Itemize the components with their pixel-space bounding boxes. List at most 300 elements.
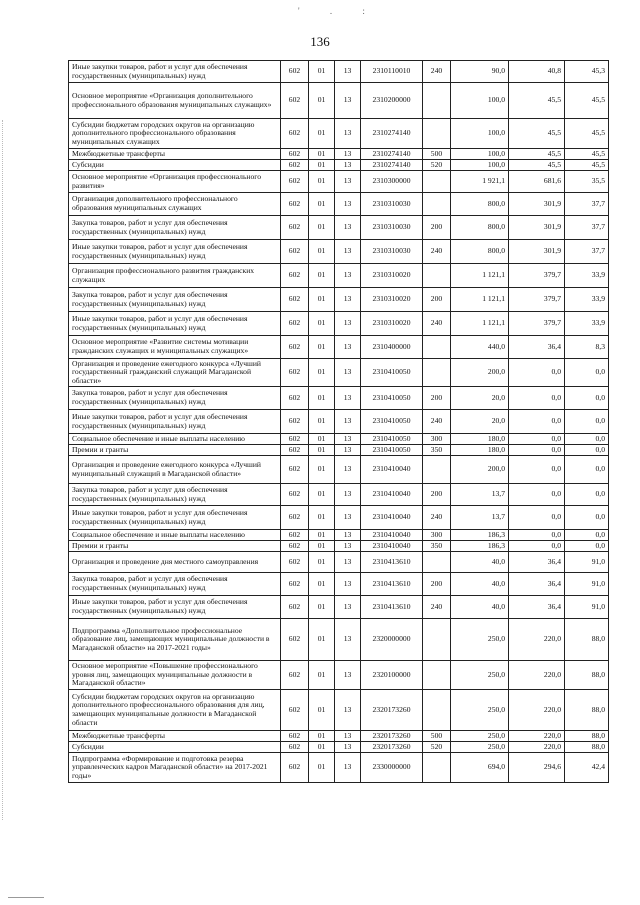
table-row (69, 387, 609, 410)
grbs-code: 602 (281, 506, 309, 530)
grbs-code: 602 (281, 264, 309, 288)
row-name: Межбюджетные трансферты (69, 149, 281, 160)
actual-amount: 0,0 (509, 359, 565, 387)
grbs-code: 602 (281, 149, 309, 160)
row-name: Подпрограмма «Дополнительное профессиональное образование лиц, замещающих муниципальные должности в Магаданской области» на 2017-2021 годы» (69, 619, 281, 661)
grbs-code: 602 (281, 530, 309, 541)
section-code: 01 (309, 240, 335, 264)
execution-percent: 88,0 (565, 742, 609, 753)
grbs-code: 602 (281, 484, 309, 506)
row-name: Организация и проведение дня местного самоуправления (69, 552, 281, 573)
actual-amount: 45,5 (509, 83, 565, 119)
subsection-code: 13 (335, 530, 361, 541)
plan-amount: 200,0 (451, 456, 509, 484)
expense-type-code: 240 (423, 61, 451, 83)
expense-type-code: 200 (423, 484, 451, 506)
section-code: 01 (309, 552, 335, 573)
section-code: 01 (309, 731, 335, 742)
plan-amount: 250,0 (451, 619, 509, 661)
expense-type-code (423, 753, 451, 783)
target-article-code: 2310200000 (361, 83, 423, 119)
subsection-code: 13 (335, 264, 361, 288)
actual-amount: 36,4 (509, 596, 565, 619)
target-article-code: 2320173260 (361, 731, 423, 742)
target-article-code: 2310274140 (361, 160, 423, 171)
actual-amount: 45,5 (509, 119, 565, 149)
row-name: Иные закупки товаров, работ и услуг для обеспечения государственных (муниципальных) нужд (69, 506, 281, 530)
plan-amount: 20,0 (451, 410, 509, 434)
table-row (69, 336, 609, 359)
plan-amount: 40,0 (451, 596, 509, 619)
table-row (69, 661, 609, 690)
target-article-code: 2310410050 (361, 359, 423, 387)
target-article-code: 2310310020 (361, 288, 423, 312)
actual-amount: 45,5 (509, 149, 565, 160)
row-name: Межбюджетные трансферты (69, 731, 281, 742)
expense-type-code: 200 (423, 573, 451, 596)
expense-type-code: 240 (423, 240, 451, 264)
subsection-code: 13 (335, 336, 361, 359)
expense-type-code (423, 456, 451, 484)
execution-percent: 33,9 (565, 288, 609, 312)
expense-type-code: 500 (423, 149, 451, 160)
row-name: Премии и гранты (69, 445, 281, 456)
target-article-code: 2310413610 (361, 552, 423, 573)
row-name: Закупка товаров, работ и услуг для обеспечения государственных (муниципальных) нужд (69, 387, 281, 410)
execution-percent: 45,3 (565, 61, 609, 83)
section-code: 01 (309, 216, 335, 240)
section-code: 01 (309, 387, 335, 410)
section-code: 01 (309, 456, 335, 484)
expense-type-code (423, 690, 451, 731)
expense-type-code: 520 (423, 160, 451, 171)
execution-percent: 0,0 (565, 410, 609, 434)
target-article-code: 2310410050 (361, 410, 423, 434)
actual-amount: 301,9 (509, 193, 565, 216)
actual-amount: 220,0 (509, 619, 565, 661)
expense-type-code: 200 (423, 387, 451, 410)
table-row (69, 690, 609, 731)
target-article-code: 2310413610 (361, 596, 423, 619)
grbs-code: 602 (281, 445, 309, 456)
actual-amount: 379,7 (509, 288, 565, 312)
section-code: 01 (309, 690, 335, 731)
grbs-code: 602 (281, 552, 309, 573)
subsection-code: 13 (335, 573, 361, 596)
expense-type-code (423, 119, 451, 149)
execution-percent: 91,0 (565, 573, 609, 596)
actual-amount: 45,5 (509, 160, 565, 171)
expense-type-code: 500 (423, 731, 451, 742)
row-name: Субсидии бюджетам городских округов на организацию дополнительного профессионального образования муниципальных служащих (69, 119, 281, 149)
execution-percent: 0,0 (565, 456, 609, 484)
plan-amount: 13,7 (451, 506, 509, 530)
expense-type-code: 240 (423, 596, 451, 619)
section-code: 01 (309, 83, 335, 119)
table-row (69, 410, 609, 434)
section-code: 01 (309, 434, 335, 445)
subsection-code: 13 (335, 160, 361, 171)
table-row (69, 541, 609, 552)
actual-amount: 220,0 (509, 661, 565, 690)
plan-amount: 1 121,1 (451, 312, 509, 336)
subsection-code: 13 (335, 149, 361, 160)
grbs-code: 602 (281, 61, 309, 83)
actual-amount: 36,4 (509, 336, 565, 359)
grbs-code: 602 (281, 410, 309, 434)
grbs-code: 602 (281, 661, 309, 690)
row-name: Иные закупки товаров, работ и услуг для обеспечения государственных (муниципальных) нужд (69, 240, 281, 264)
section-code: 01 (309, 661, 335, 690)
actual-amount: 294,6 (509, 753, 565, 783)
actual-amount: 220,0 (509, 690, 565, 731)
target-article-code: 2310400000 (361, 336, 423, 359)
actual-amount: 0,0 (509, 484, 565, 506)
plan-amount: 250,0 (451, 661, 509, 690)
execution-percent: 0,0 (565, 484, 609, 506)
plan-amount: 250,0 (451, 690, 509, 731)
target-article-code: 2320000000 (361, 619, 423, 661)
grbs-code: 602 (281, 434, 309, 445)
execution-percent: 37,7 (565, 216, 609, 240)
expense-type-code (423, 171, 451, 193)
row-name: Основное мероприятие «Повышение профессионального уровня лиц, замещающих муниципальные должности в Магаданской области» (69, 661, 281, 690)
row-name: Социальное обеспечение и иные выплаты населению (69, 530, 281, 541)
grbs-code: 602 (281, 193, 309, 216)
grbs-code: 602 (281, 541, 309, 552)
target-article-code: 2310310030 (361, 193, 423, 216)
row-name: Иные закупки товаров, работ и услуг для обеспечения государственных (муниципальных) нужд (69, 410, 281, 434)
execution-percent: 33,9 (565, 312, 609, 336)
footer-line (8, 897, 44, 898)
expense-type-code: 240 (423, 312, 451, 336)
row-name: Иные закупки товаров, работ и услуг для обеспечения государственных (муниципальных) нужд (69, 312, 281, 336)
table-row (69, 359, 609, 387)
table-row (69, 619, 609, 661)
plan-amount: 90,0 (451, 61, 509, 83)
table-body (69, 61, 609, 783)
plan-amount: 100,0 (451, 160, 509, 171)
table-row (69, 216, 609, 240)
section-code: 01 (309, 193, 335, 216)
expense-type-code (423, 336, 451, 359)
row-name: Иные закупки товаров, работ и услуг для обеспечения государственных (муниципальных) нужд (69, 61, 281, 83)
section-code: 01 (309, 264, 335, 288)
subsection-code: 13 (335, 690, 361, 731)
plan-amount: 694,0 (451, 753, 509, 783)
subsection-code: 13 (335, 552, 361, 573)
actual-amount: 681,6 (509, 171, 565, 193)
scan-marks: ' . : (298, 6, 379, 16)
table-row (69, 506, 609, 530)
subsection-code: 13 (335, 83, 361, 119)
grbs-code: 602 (281, 240, 309, 264)
grbs-code: 602 (281, 83, 309, 119)
table-row (69, 160, 609, 171)
execution-percent: 37,7 (565, 193, 609, 216)
table-row (69, 149, 609, 160)
expense-type-code (423, 619, 451, 661)
execution-percent: 45,5 (565, 83, 609, 119)
section-code: 01 (309, 753, 335, 783)
expense-type-code (423, 661, 451, 690)
grbs-code: 602 (281, 731, 309, 742)
row-name: Закупка товаров, работ и услуг для обеспечения государственных (муниципальных) нужд (69, 216, 281, 240)
section-code: 01 (309, 484, 335, 506)
target-article-code: 2310410050 (361, 387, 423, 410)
grbs-code: 602 (281, 171, 309, 193)
execution-percent: 88,0 (565, 731, 609, 742)
section-code: 01 (309, 596, 335, 619)
actual-amount: 379,7 (509, 312, 565, 336)
table-row (69, 312, 609, 336)
subsection-code: 13 (335, 61, 361, 83)
section-code: 01 (309, 336, 335, 359)
section-code: 01 (309, 445, 335, 456)
row-name: Закупка товаров, работ и услуг для обеспечения государственных (муниципальных) нужд (69, 288, 281, 312)
section-code: 01 (309, 619, 335, 661)
grbs-code: 602 (281, 312, 309, 336)
row-name: Субсидии бюджетам городских округов на организацию дополнительного профессионального образования для лиц, замещающих муниципальные должности в Магаданской области (69, 690, 281, 731)
expense-type-code: 350 (423, 445, 451, 456)
plan-amount: 100,0 (451, 119, 509, 149)
target-article-code: 2310410040 (361, 484, 423, 506)
grbs-code: 602 (281, 690, 309, 731)
table-row (69, 83, 609, 119)
subsection-code: 13 (335, 359, 361, 387)
subsection-code: 13 (335, 661, 361, 690)
target-article-code: 2310410040 (361, 530, 423, 541)
subsection-code: 13 (335, 387, 361, 410)
expense-type-code: 300 (423, 434, 451, 445)
subsection-code: 13 (335, 445, 361, 456)
row-name: Организация и проведение ежегодного конкурса «Лучший государственный гражданский служащий Магаданской области» (69, 359, 281, 387)
plan-amount: 250,0 (451, 731, 509, 742)
target-article-code: 2310274140 (361, 149, 423, 160)
execution-percent: 0,0 (565, 541, 609, 552)
actual-amount: 0,0 (509, 410, 565, 434)
target-article-code: 2310410040 (361, 506, 423, 530)
subsection-code: 13 (335, 753, 361, 783)
execution-percent: 88,0 (565, 619, 609, 661)
execution-percent: 0,0 (565, 387, 609, 410)
execution-percent: 33,9 (565, 264, 609, 288)
execution-percent: 91,0 (565, 552, 609, 573)
table-row (69, 171, 609, 193)
subsection-code: 13 (335, 541, 361, 552)
target-article-code: 2310110010 (361, 61, 423, 83)
execution-percent: 0,0 (565, 359, 609, 387)
grbs-code: 602 (281, 387, 309, 410)
row-name: Основное мероприятие «Развитие системы мотивации гражданских служащих и муниципальных служащих» (69, 336, 281, 359)
section-code: 01 (309, 742, 335, 753)
grbs-code: 602 (281, 359, 309, 387)
execution-percent: 0,0 (565, 434, 609, 445)
table-row (69, 742, 609, 753)
execution-percent: 42,4 (565, 753, 609, 783)
grbs-code: 602 (281, 160, 309, 171)
plan-amount: 440,0 (451, 336, 509, 359)
row-name: Основное мероприятие «Организация дополнительного профессионального образования муниципальных служащих» (69, 83, 281, 119)
execution-percent: 45,5 (565, 119, 609, 149)
target-article-code: 2330000000 (361, 753, 423, 783)
table-row (69, 552, 609, 573)
row-name: Субсидии (69, 742, 281, 753)
execution-percent: 35,5 (565, 171, 609, 193)
table-row (69, 456, 609, 484)
expense-type-code: 240 (423, 506, 451, 530)
target-article-code: 2320173260 (361, 742, 423, 753)
table-row (69, 193, 609, 216)
plan-amount: 800,0 (451, 216, 509, 240)
table-row (69, 753, 609, 783)
plan-amount: 800,0 (451, 193, 509, 216)
grbs-code: 602 (281, 119, 309, 149)
actual-amount: 0,0 (509, 530, 565, 541)
plan-amount: 180,0 (451, 445, 509, 456)
plan-amount: 20,0 (451, 387, 509, 410)
target-article-code: 2310410050 (361, 445, 423, 456)
table-row (69, 119, 609, 149)
expense-type-code: 200 (423, 216, 451, 240)
target-article-code: 2310410040 (361, 541, 423, 552)
expense-type-code: 300 (423, 530, 451, 541)
subsection-code: 13 (335, 288, 361, 312)
subsection-code: 13 (335, 410, 361, 434)
table-row (69, 573, 609, 596)
budget-execution-table (68, 60, 609, 783)
actual-amount: 36,4 (509, 573, 565, 596)
plan-amount: 1 121,1 (451, 264, 509, 288)
plan-amount: 250,0 (451, 742, 509, 753)
section-code: 01 (309, 530, 335, 541)
plan-amount: 100,0 (451, 149, 509, 160)
table-row (69, 434, 609, 445)
subsection-code: 13 (335, 456, 361, 484)
target-article-code: 2310413610 (361, 573, 423, 596)
row-name: Иные закупки товаров, работ и услуг для обеспечения государственных (муниципальных) нужд (69, 596, 281, 619)
subsection-code: 13 (335, 434, 361, 445)
plan-amount: 186,3 (451, 541, 509, 552)
section-code: 01 (309, 119, 335, 149)
grbs-code: 602 (281, 573, 309, 596)
target-article-code: 2310410040 (361, 456, 423, 484)
execution-percent: 91,0 (565, 596, 609, 619)
grbs-code: 602 (281, 742, 309, 753)
section-code: 01 (309, 61, 335, 83)
actual-amount: 379,7 (509, 264, 565, 288)
actual-amount: 220,0 (509, 731, 565, 742)
expense-type-code: 520 (423, 742, 451, 753)
expense-type-code (423, 552, 451, 573)
grbs-code: 602 (281, 288, 309, 312)
target-article-code: 2310410050 (361, 434, 423, 445)
expense-type-code (423, 193, 451, 216)
scan-edge-line (2, 120, 4, 820)
target-article-code: 2320100000 (361, 661, 423, 690)
table-row (69, 264, 609, 288)
actual-amount: 36,4 (509, 552, 565, 573)
execution-percent: 0,0 (565, 530, 609, 541)
section-code: 01 (309, 573, 335, 596)
row-name: Организация профессионального развития гражданских служащих (69, 264, 281, 288)
table-row (69, 731, 609, 742)
grbs-code: 602 (281, 753, 309, 783)
grbs-code: 602 (281, 216, 309, 240)
section-code: 01 (309, 312, 335, 336)
section-code: 01 (309, 410, 335, 434)
actual-amount: 301,9 (509, 216, 565, 240)
plan-amount: 1 921,1 (451, 171, 509, 193)
actual-amount: 0,0 (509, 506, 565, 530)
grbs-code: 602 (281, 336, 309, 359)
row-name: Субсидии (69, 160, 281, 171)
row-name: Социальное обеспечение и иные выплаты населению (69, 434, 281, 445)
actual-amount: 0,0 (509, 456, 565, 484)
subsection-code: 13 (335, 119, 361, 149)
page-number: 136 (310, 34, 330, 49)
table-row (69, 484, 609, 506)
plan-amount: 200,0 (451, 359, 509, 387)
subsection-code: 13 (335, 731, 361, 742)
plan-amount: 800,0 (451, 240, 509, 264)
plan-amount: 40,0 (451, 552, 509, 573)
actual-amount: 0,0 (509, 434, 565, 445)
row-name: Основное мероприятие «Организация профессионального развития» (69, 171, 281, 193)
section-code: 01 (309, 359, 335, 387)
row-name: Организация и проведение ежегодного конкурса «Лучший муниципальный служащий в Магаданской области» (69, 456, 281, 484)
actual-amount: 0,0 (509, 387, 565, 410)
execution-percent: 37,7 (565, 240, 609, 264)
target-article-code: 2310274140 (361, 119, 423, 149)
actual-amount: 301,9 (509, 240, 565, 264)
section-code: 01 (309, 160, 335, 171)
plan-amount: 180,0 (451, 434, 509, 445)
target-article-code: 2310310020 (361, 264, 423, 288)
grbs-code: 602 (281, 619, 309, 661)
expense-type-code: 200 (423, 288, 451, 312)
grbs-code: 602 (281, 596, 309, 619)
subsection-code: 13 (335, 171, 361, 193)
subsection-code: 13 (335, 619, 361, 661)
plan-amount: 100,0 (451, 83, 509, 119)
table-row (69, 530, 609, 541)
subsection-code: 13 (335, 193, 361, 216)
row-name: Подпрограмма «Формирование и подготовка резерва управленческих кадров Магаданской области» на 2017-2021 годы» (69, 753, 281, 783)
execution-percent: 88,0 (565, 690, 609, 731)
subsection-code: 13 (335, 312, 361, 336)
plan-amount: 1 121,1 (451, 288, 509, 312)
section-code: 01 (309, 149, 335, 160)
execution-percent: 45,5 (565, 149, 609, 160)
row-name: Премии и гранты (69, 541, 281, 552)
expense-type-code: 350 (423, 541, 451, 552)
row-name: Закупка товаров, работ и услуг для обеспечения государственных (муниципальных) нужд (69, 573, 281, 596)
row-name: Организация дополнительного профессионального образования муниципальных служащих (69, 193, 281, 216)
subsection-code: 13 (335, 742, 361, 753)
execution-percent: 0,0 (565, 445, 609, 456)
section-code: 01 (309, 288, 335, 312)
target-article-code: 2310310020 (361, 312, 423, 336)
target-article-code: 2310310030 (361, 240, 423, 264)
subsection-code: 13 (335, 506, 361, 530)
actual-amount: 40,8 (509, 61, 565, 83)
expense-type-code (423, 83, 451, 119)
table-row (69, 596, 609, 619)
actual-amount: 220,0 (509, 742, 565, 753)
actual-amount: 0,0 (509, 541, 565, 552)
execution-percent: 45,5 (565, 160, 609, 171)
